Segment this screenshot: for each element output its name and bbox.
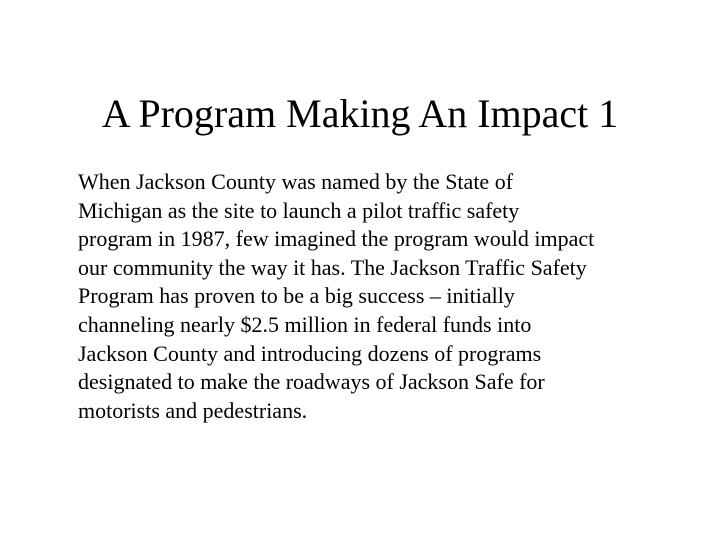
body-line: program in 1987, few imagined the program would impact — [78, 226, 595, 252]
slide-title: A Program Making An Impact 1 — [101, 91, 619, 136]
slide-body — [78, 168, 658, 425]
body-line: When Jackson County was named by the State of — [78, 169, 514, 194]
body-line: our community the way it has. The Jackson Traffic Safety — [78, 254, 587, 280]
body-line: Michigan as the site to launch a pilot traffic safety — [78, 197, 520, 223]
body-line: motorists and pedestrians. — [78, 397, 308, 423]
body-line: designated to make the roadways of Jackson Safe for — [78, 369, 545, 395]
body-line: Program has proven to be a big success – initially — [78, 283, 515, 309]
body-line: channeling nearly $2.5 million in federal funds into — [78, 311, 532, 337]
body-line: Jackson County and introducing dozens of programs — [78, 340, 542, 366]
